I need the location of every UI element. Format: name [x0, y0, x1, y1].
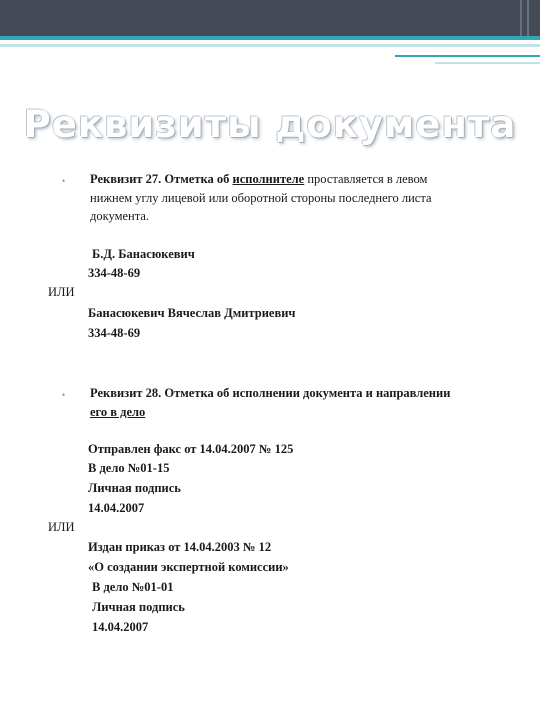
banner-divider — [520, 0, 522, 36]
header-banner — [0, 0, 540, 36]
accent-stripe-short — [395, 55, 540, 57]
example-line: «О создании экспертной комиссии» — [88, 560, 289, 574]
banner-divider — [527, 0, 529, 36]
requisite-28-line2: его в дело — [90, 404, 146, 419]
accent-stripe-short — [435, 62, 540, 64]
requisite-27-underlined: исполнителе — [232, 172, 305, 186]
example-phone: 334-48-69 — [88, 266, 141, 280]
requisite-27-rest: проставляется в левом — [304, 172, 428, 186]
requisite-28-text — [90, 384, 510, 421]
requisite-27-lead: Реквизит 27. Отметка об — [90, 172, 233, 186]
accent-stripe-light — [0, 44, 540, 47]
or-label: ИЛИ — [48, 520, 75, 534]
accent-stripe — [0, 36, 540, 40]
bullet-icon: • — [62, 390, 66, 400]
example-line: Отправлен факс от 14.04.2007 № 125 — [88, 442, 294, 456]
example-line: В дело №01-01 — [92, 580, 174, 594]
bullet-icon: • — [62, 176, 66, 186]
requisite-27-line3: документа. — [90, 209, 150, 223]
requisite-27-text — [90, 170, 510, 226]
requisite-28-line1: Реквизит 28. Отметка об исполнении документа и направлении — [90, 386, 451, 400]
example-short-name: Б.Д. Банасюкевич — [92, 247, 195, 261]
example-line: В дело №01-15 — [88, 461, 170, 475]
example-line: Личная подпись — [92, 600, 185, 614]
or-label: ИЛИ — [48, 285, 75, 299]
example-line: Издан приказ от 14.04.2003 № 12 — [88, 540, 272, 554]
page-title: Реквизиты документа — [23, 103, 517, 146]
example-phone: 334-48-69 — [88, 326, 141, 340]
example-full-name: Банасюкевич Вячеслав Дмитриевич — [88, 306, 296, 320]
example-line: 14.04.2007 — [88, 501, 145, 515]
example-line: 14.04.2007 — [92, 620, 149, 634]
example-line: Личная подпись — [88, 481, 181, 495]
requisite-27-line2: нижнем углу лицевой или оборотной стороны последнего листа — [90, 190, 432, 205]
